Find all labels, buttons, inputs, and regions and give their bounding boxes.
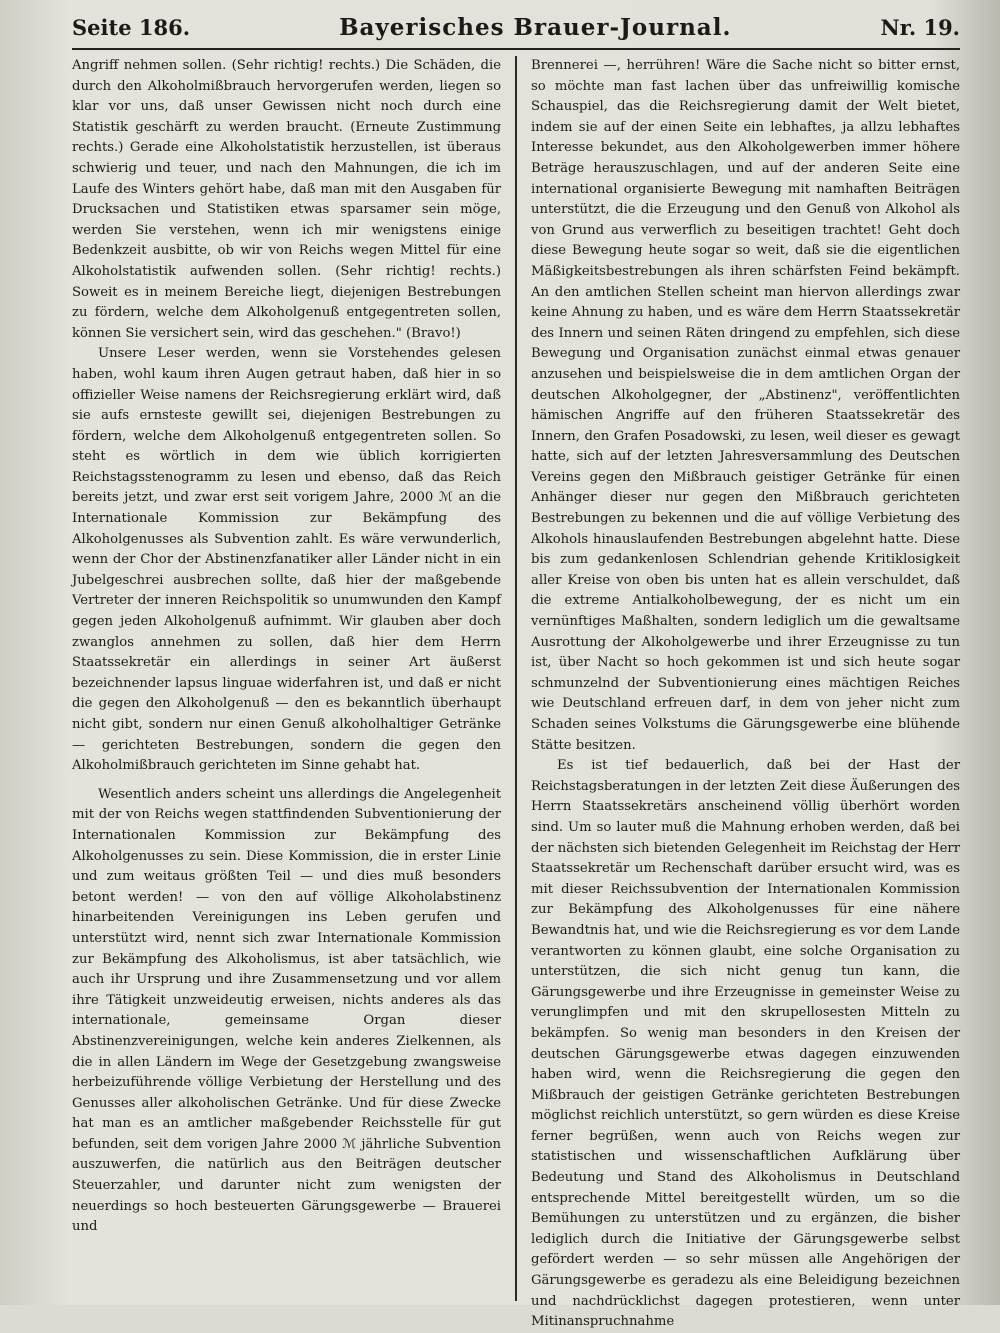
right-column xyxy=(521,56,961,1330)
right-paragraph-1: Brennerei —, herrühren! Wäre die Sache nicht so bitter ernst, so möchte man fast lachen über das unfreiwillig komische Schauspiel, das die Reichsregierung damit der Welt bietet, indem sie auf der einen Seite ein lebhaftes, ja allzu lebhaftes Interesse bekundet, aus den Alkoholgewerben immer höhere Beträge herauszuschlagen, und auf der anderen Seite eine international organisierte Bewegung mit namhaften Beiträgen unterstützt, die die Erzeugung und den Genuß von Alkohol als von Grund aus verwerflich zu beseitigen trachtet! Geht doch diese Bewegung heute sogar so weit, daß sie die eigentlichen Mäßigkeitsbestrebungen als ihren schärfsten Feind bekämpft. An den amtlichen Stellen scheint man hiervon allerdings zwar keine Ahnung zu haben, und es wäre dem Herrn Staatssekretär des Innern und seinen Räten dringend zu empfehlen, sich diese Bewegung und Organisation zunächst einmal etwas genauer anzusehen und beispielsweise die in dem amtlichen Organ der deutschen Alkoholgegner, der „Abstinenz", veröffentlichten hämischen Angriffe auf den früheren Staatssekretär des Innern, den Grafen Posadowski, zu lesen, weil dieser es gewagt hatte, sich auf der letzten Jahresversammlung des Deutschen Vereins gegen den Mißbrauch geistiger Getränke für einen Anhänger dieser nur gegen den Mißbrauch gerichteten Bestrebungen zu bekennen und die auf völlige Verbietung des Alkohols hinauslaufenden Bestrebungen abgelehnt hatte. Diese bis zum gedankenlosen Schlendrian gehende Kritiklosigkeit aller Kreise von oben bis unten hat es allein verschuldet, daß die extreme Antialkoholbewegung, der es nicht um ein vernünftiges Maßhalten, sondern lediglich um die gewaltsame Ausrottung der Alkoholgewerbe und ihrer Erzeugnisse zu tun ist, über Nacht so hoch gekommen ist und sich heute sogar schmunzelnd der Subventionierung eines mächtigen Reiches wie Deutschland erfreuen darf, in dem von jeher nicht zum Schaden seines Volkstums die Gärungsgewerbe eine blühende Stätte besitzen. xyxy=(531,58,961,753)
text-columns xyxy=(72,56,961,1330)
left-column xyxy=(72,56,511,1301)
journal-title: Bayerisches Brauer-Journal. xyxy=(339,14,732,41)
right-paragraph-2: Es ist tief bedauerlich, daß bei der Hast der Reichstagsberatungen in der letzten Zeit diese Äußerungen des Herrn Staatssekretärs anscheinend völlig überhört worden sind. Um so lauter muß die Mahnung erhoben werden, daß bei der nächsten sich bietenden Gelegenheit im Reichstag der Herr Staatssekretär um Rechenschaft darüber ersucht wird, was es mit dieser Reichssubvention der Internationalen Kommission zur Bekämpfung des Alkoholgenusses für eine nähere Bewandtnis hat, und wie die Reichsregierung es vor dem Lande verantworten zu können glaubt, eine solche Organisation zu unterstützen, die sich nicht genug tun kann, die Gärungsgewerbe und ihre Erzeugnisse in gemeinster Weise zu verunglimpfen und mit den skrupellosesten Mitteln zu bekämpfen. So wenig man besonders in den Kreisen der deutschen Gärungsgewerbe etwas dagegen einzuwenden haben wird, wenn die Reichsregierung die gegen den Mißbrauch der geistigen Getränke gerichteten Bestrebungen möglichst reichlich unterstützt, so gern würden es diese Kreise ferner begrüßen, wenn auch von Reichs wegen zur statistischen und wissenschaftlichen Aufklärung über Bedeutung und Stand des Alkoholismus in Deutschland entsprechende Mittel bereitgestellt würden, um so die Bemühungen zu unterstützen und zu ergänzen, die bisher lediglich durch die Initiative der Gärungsgewerbe selbst gefördert werden — so sehr müssen alle Angehörigen der Gärungsgewerbe es geradezu als eine Beleidigung bezeichnen und nachdrücklichst dagegen protestieren, wenn unter Mitinanspruchnahme xyxy=(531,758,961,1330)
left-paragraph-2: Unsere Leser werden, wenn sie Vorstehendes gelesen haben, wohl kaum ihren Augen getraut haben, daß hier in so offizieller Weise namens der Reichsregierung erklärt wird, daß sie aufs ernsteste gewillt sei, diejenigen Bestrebungen zu fördern, welche dem Alkoholgenuß entgegentreten sollen. So steht es wörtlich in dem wie üblich korrigierten Reichstagsstenogramm zu lesen und ebenso, daß das Reich bereits jetzt, und zwar erst seit vorigem Jahre, 2000 ℳ an die Internationale Kommission zur Bekämpfung des Alkoholgenusses als Subvention zahlt. Es wäre verwunderlich, wenn der Chor der Abstinenzfanatiker aller Länder nicht in ein Jubelgeschrei ausbrechen sollte, daß hier der maßgebende Vertreter der inneren Reichspolitik so unumwunden den Kampf gegen jeden Alkoholgenuß aufnimmt. Wir glauben aber doch zwanglos annehmen zu sollen, daß hier dem Herrn Staatssekretär ein allerdings in seiner Art äußerst bezeichnender lapsus linguae widerfahren ist, und daß er nicht die gegen den Alkoholgenuß — den es bekanntlich überhaupt nicht gibt, sondern nur einen Genuß alkoholhaltiger Getränke — gerichteten Bestrebungen, sondern die gegen den Alkoholmißbrauch gerichteten im Sinne gehabt hat. xyxy=(72,346,502,774)
issue-number: Nr. 19. xyxy=(880,15,960,40)
page-number: Seite 186. xyxy=(72,15,191,40)
page-header xyxy=(72,14,960,50)
left-paragraph-3: Wesentlich anders scheint uns allerdings die Angelegenheit mit der von Reichs wegen stattfindenden Subventionierung der Internationalen Kommission zur Bekämpfung des Alkoholgenusses zu sein. Diese Kommission, die in erster Linie und zum weitaus größten Teil — und dies muß besonders betont werden! — von den auf völlige Alkoholabstinenz hinarbeitenden Vereinigungen ins Leben gerufen und unterstützt wird, nennt sich zwar Internationale Kommission zur Bekämpfung des Alkoholismus, ist aber tatsächlich, wie auch ihr Ursprung und ihre Zusammensetzung und vor allem ihre Tätigkeit unzweideutig erweisen, nichts anderes als das internationale, gemeinsame Organ dieser Abstinenzvereinigungen, welche kein anderes Zielkennen, als die in allen Ländern im Wege der Gesetzgebung zwangsweise herbeizuführende völlige Verbietung der Herstellung und des Genusses aller alkoholischen Getränke. Und für diese Zwecke hat man es an amtlicher maßgebender Reichsstelle für gut befunden, seit dem vorigen Jahre 2000 ℳ jährliche Subvention auszuwerfen, die natürlich aus den Beiträgen deutscher Steuerzahler, und darunter nicht zum wenigsten der neuerdings so hoch besteuerten Gärungsgewerbe — Brauerei und xyxy=(72,786,502,1235)
column-divider xyxy=(515,56,517,1301)
left-paragraph-1: Angriff nehmen sollen. (Sehr richtig! rechts.) Die Schäden, die durch den Alkoholmißbrauch hervorgerufen werden, liegen so klar vor uns, daß unser Gewissen nicht noch durch eine Statistik geschärft zu werden braucht. (Erneute Zustimmung rechts.) Gerade eine Alkoholstatistik herzustellen, ist überaus schwierig und teuer, und nach den Mahnungen, die ich im Laufe des Winters gehört habe, daß man mit den Ausgaben für Drucksachen und Statistiken etwas sparsamer sein möge, werden Sie verstehen, wenn ich mir wenigstens einige Bedenkzeit ausbitte, ob wir von Reichs wegen Mittel für eine Alkoholstatistik aufwenden sollen. (Sehr richtig! rechts.) Soweit es in meinem Bereiche liegt, diejenigen Bestrebungen zu fördern, welche dem Alkoholgenuß entgegentreten sollen, können Sie versichert sein, wird das geschehen." (Bravo!) xyxy=(72,58,502,341)
